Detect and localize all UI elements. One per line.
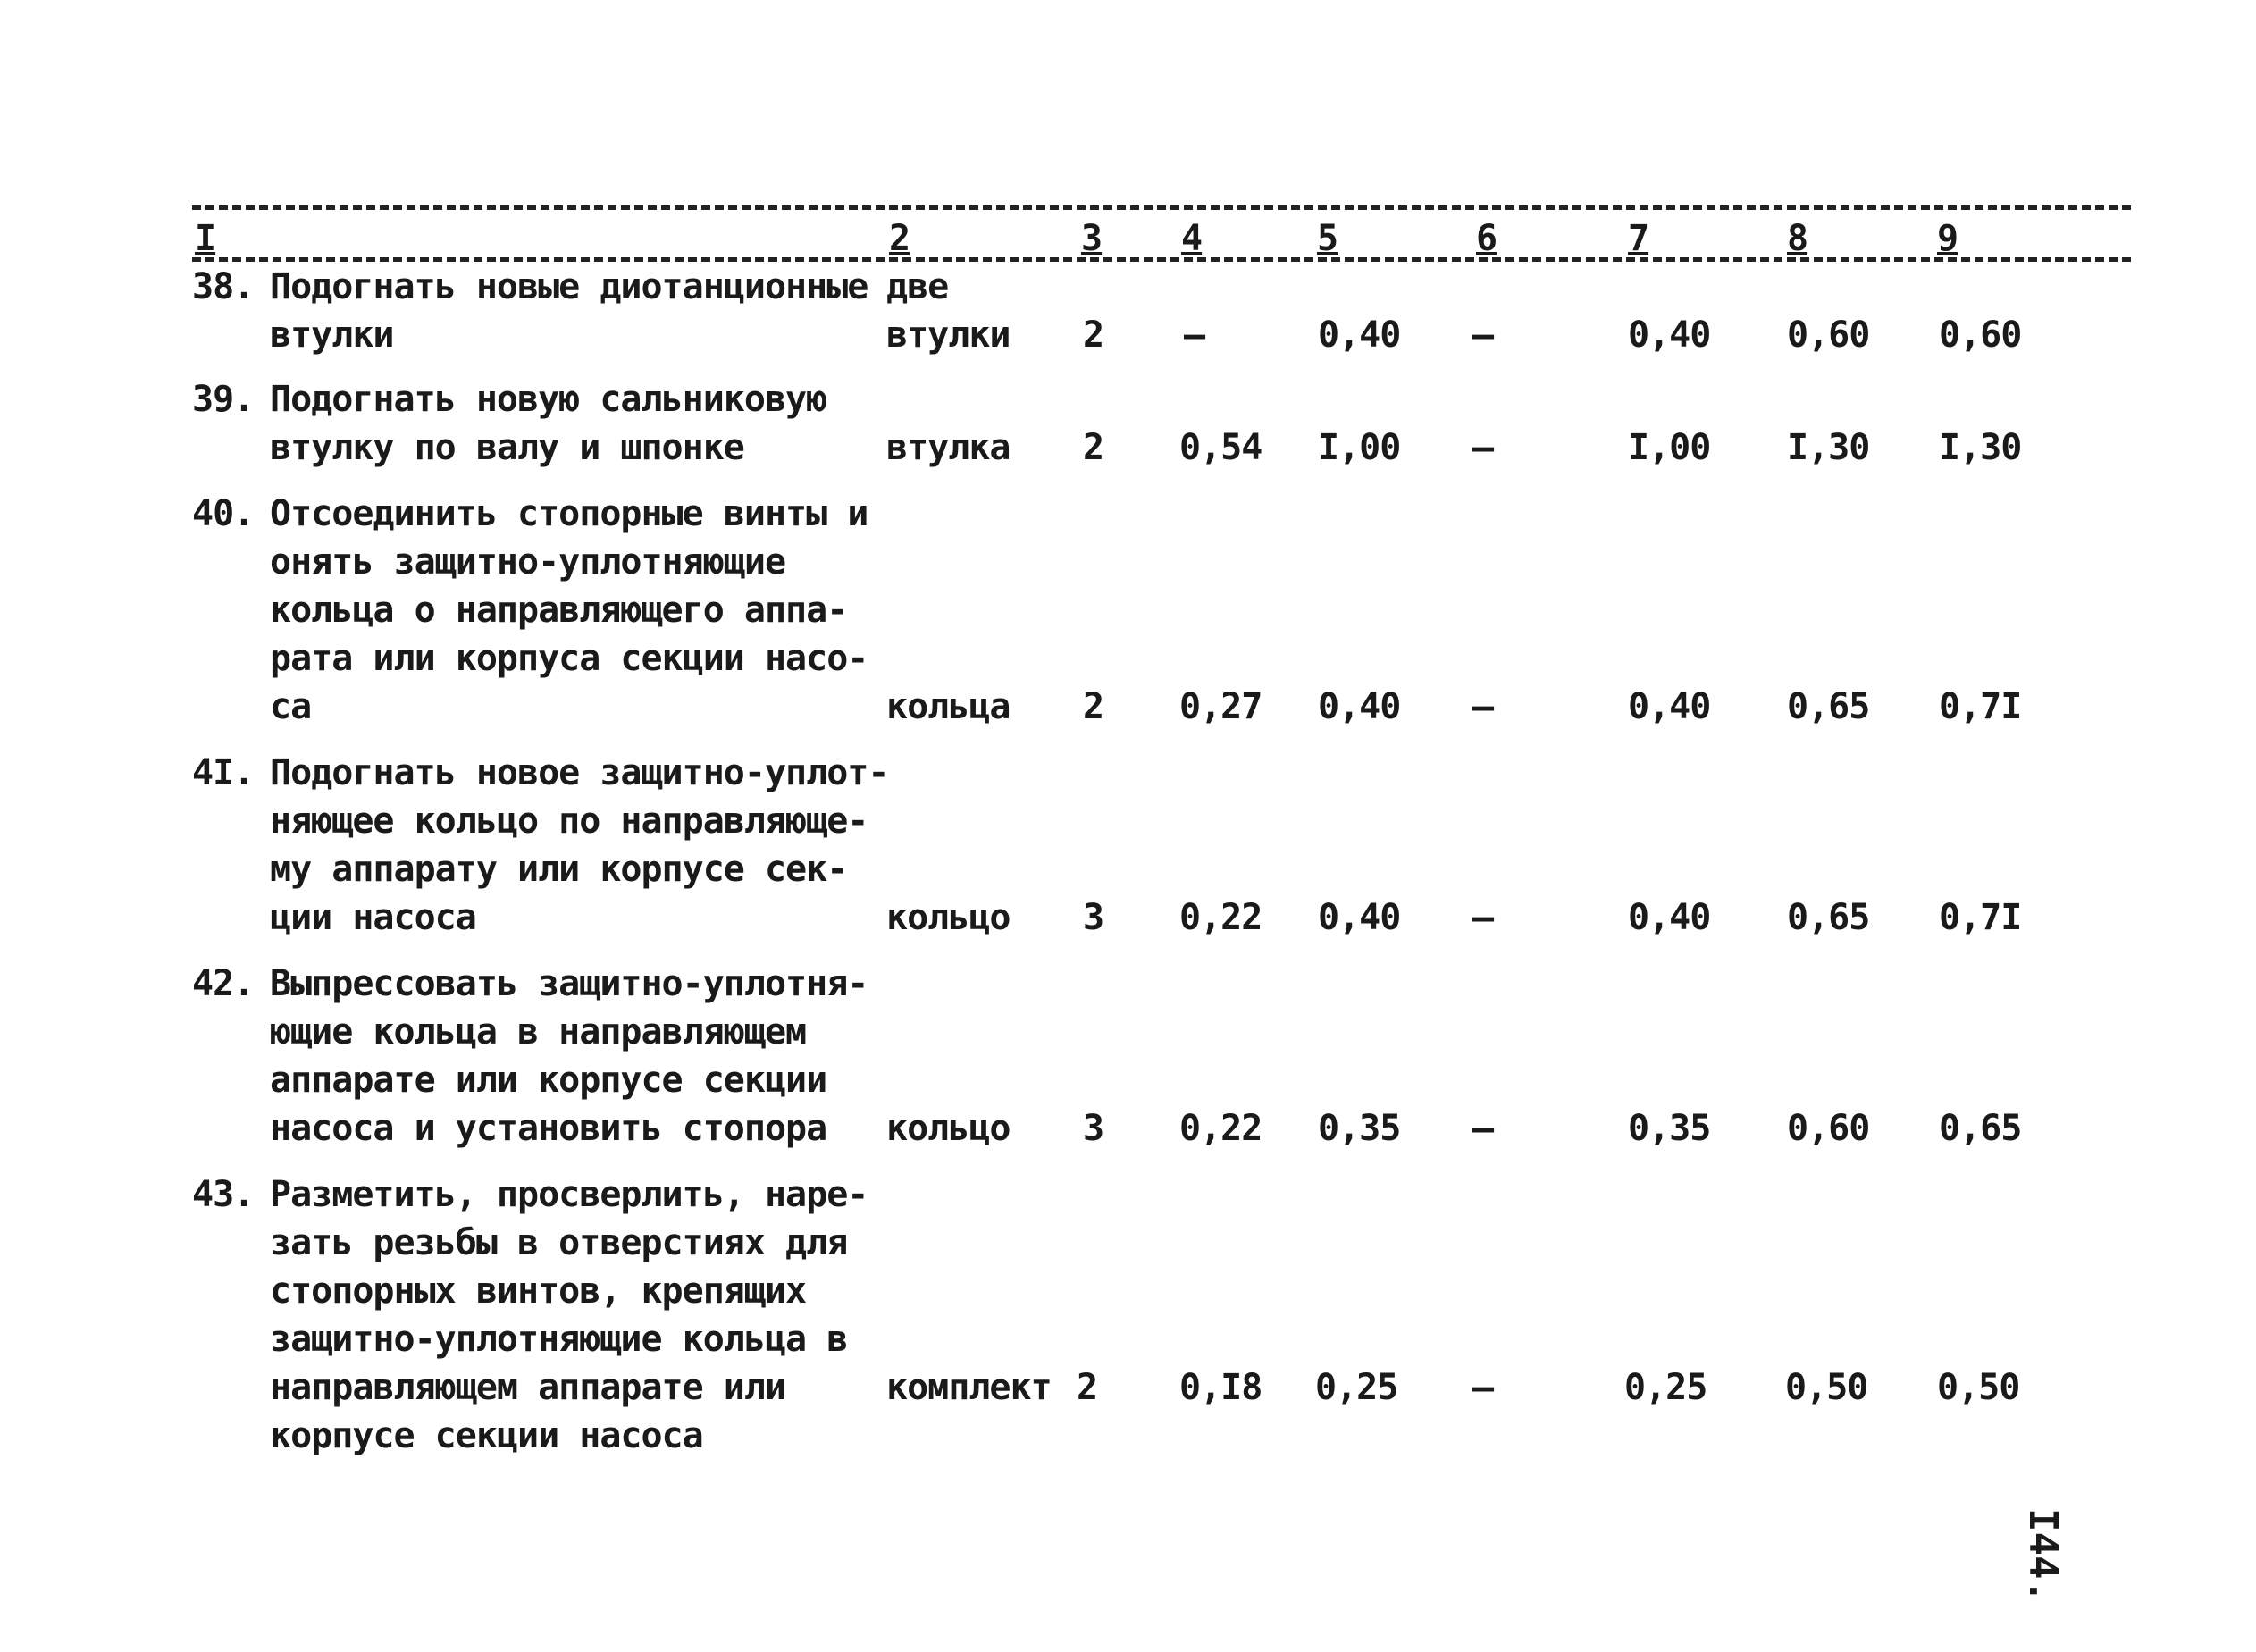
row-desc-line: втулку по валу и шпонке xyxy=(270,427,744,468)
row-col3: 2 xyxy=(1083,686,1104,727)
row-unit: две xyxy=(886,266,949,307)
row-col3: 3 xyxy=(1083,1108,1104,1149)
row-col7: 0,40 xyxy=(1628,686,1711,727)
col-header-2: 2 xyxy=(889,218,910,259)
row-col7: 0,35 xyxy=(1628,1108,1711,1149)
row-desc-line: кольца о направляющего аппа- xyxy=(270,590,848,631)
row-col8: 0,50 xyxy=(1785,1367,1868,1408)
row-number: 39. xyxy=(192,379,255,420)
row-col3: 3 xyxy=(1083,897,1104,938)
row-col8: 0,65 xyxy=(1787,897,1870,938)
row-desc-line: рата или корпуса секции насо- xyxy=(270,638,868,679)
row-desc-line: Отсоединить стопорные винты и xyxy=(270,493,868,534)
row-desc-line: ющие кольца в направляющем xyxy=(270,1011,807,1052)
row-col3: 2 xyxy=(1077,1367,1098,1408)
col-header-5: 5 xyxy=(1317,218,1338,259)
row-col9: I,30 xyxy=(1939,427,2022,468)
header-bottom-rule xyxy=(192,257,2131,262)
row-desc-line: Выпрессовать защитно-уплотня- xyxy=(270,963,868,1004)
header-top-rule xyxy=(192,205,2131,210)
row-col4: 0,27 xyxy=(1179,686,1262,727)
row-col4: 0,54 xyxy=(1179,427,1262,468)
row-desc-line: ции насоса xyxy=(270,897,476,938)
row-desc-line: направляющем аппарате или xyxy=(270,1367,786,1408)
row-col6: – xyxy=(1472,1367,1494,1408)
row-col4: 0,22 xyxy=(1179,897,1262,938)
row-col5: 0,40 xyxy=(1318,686,1401,727)
row-col5: 0,40 xyxy=(1318,897,1401,938)
row-col6: – xyxy=(1472,427,1494,468)
row-col4: – xyxy=(1184,314,1205,356)
row-desc-line: Подогнать новое защитно-уплот- xyxy=(270,752,889,793)
row-desc-line: насоса и установить стопора xyxy=(270,1108,827,1149)
col-header-1: I xyxy=(195,218,216,259)
row-col7: 0,40 xyxy=(1628,314,1711,356)
row-desc-line: зать резьбы в отверстиях для xyxy=(270,1222,848,1263)
row-unit: комплект xyxy=(886,1367,1052,1408)
row-desc-line: няющее кольцо по направляюще- xyxy=(270,801,868,842)
row-col3: 2 xyxy=(1083,314,1104,356)
row-col7: 0,25 xyxy=(1624,1367,1707,1408)
row-desc-line: са xyxy=(270,686,312,727)
col-header-9: 9 xyxy=(1937,218,1958,259)
row-unit: кольцо xyxy=(886,897,1011,938)
row-col6: – xyxy=(1472,314,1494,356)
row-desc-line: Разметить, просверлить, наре- xyxy=(270,1174,868,1215)
row-col8: I,30 xyxy=(1787,427,1870,468)
row-col4: 0,22 xyxy=(1179,1108,1262,1149)
row-col9: 0,50 xyxy=(1937,1367,2020,1408)
row-number: 4I. xyxy=(192,752,255,793)
row-col9: 0,7I xyxy=(1939,897,2022,938)
row-desc-line: онять защитно-уплотняющие xyxy=(270,541,786,583)
row-col4: 0,I8 xyxy=(1179,1367,1262,1408)
row-col8: 0,60 xyxy=(1787,314,1870,356)
row-col5: 0,40 xyxy=(1318,314,1401,356)
row-col8: 0,60 xyxy=(1787,1108,1870,1149)
row-col7: 0,40 xyxy=(1628,897,1711,938)
col-header-7: 7 xyxy=(1628,218,1649,259)
row-desc-line: втулки xyxy=(270,314,394,356)
row-unit: кольца xyxy=(886,686,1011,727)
row-number: 38. xyxy=(192,266,255,307)
row-col7: I,00 xyxy=(1628,427,1711,468)
row-col8: 0,65 xyxy=(1787,686,1870,727)
row-desc-line: защитно-уплотняющие кольца в xyxy=(270,1319,848,1360)
row-desc-line: Подогнать новые диотанционные xyxy=(270,266,868,307)
row-number: 43. xyxy=(192,1174,255,1215)
col-header-8: 8 xyxy=(1787,218,1808,259)
row-col6: – xyxy=(1472,1108,1494,1149)
col-header-4: 4 xyxy=(1181,218,1203,259)
row-unit: кольцо xyxy=(886,1108,1011,1149)
row-unit: втулки xyxy=(886,314,1011,356)
row-col5: I,00 xyxy=(1318,427,1401,468)
row-col6: – xyxy=(1472,897,1494,938)
row-desc-line: аппарате или корпусе секции xyxy=(270,1060,827,1101)
row-desc-line: Подогнать новую сальниковую xyxy=(270,379,827,420)
row-col3: 2 xyxy=(1083,427,1104,468)
row-number: 40. xyxy=(192,493,255,534)
row-desc-line: корпусе секции насоса xyxy=(270,1415,703,1456)
row-col9: 0,7I xyxy=(1939,686,2022,727)
page-number: I44. xyxy=(2020,1508,2066,1603)
col-header-6: 6 xyxy=(1476,218,1497,259)
row-desc-line: стопорных винтов, крепящих xyxy=(270,1270,807,1312)
row-col9: 0,65 xyxy=(1939,1108,2022,1149)
row-desc-line: му аппарату или корпусе сек- xyxy=(270,849,848,890)
col-header-3: 3 xyxy=(1081,218,1103,259)
row-col9: 0,60 xyxy=(1939,314,2022,356)
row-unit: втулка xyxy=(886,427,1011,468)
row-col6: – xyxy=(1472,686,1494,727)
row-col5: 0,35 xyxy=(1318,1108,1401,1149)
row-number: 42. xyxy=(192,963,255,1004)
row-col5: 0,25 xyxy=(1315,1367,1398,1408)
